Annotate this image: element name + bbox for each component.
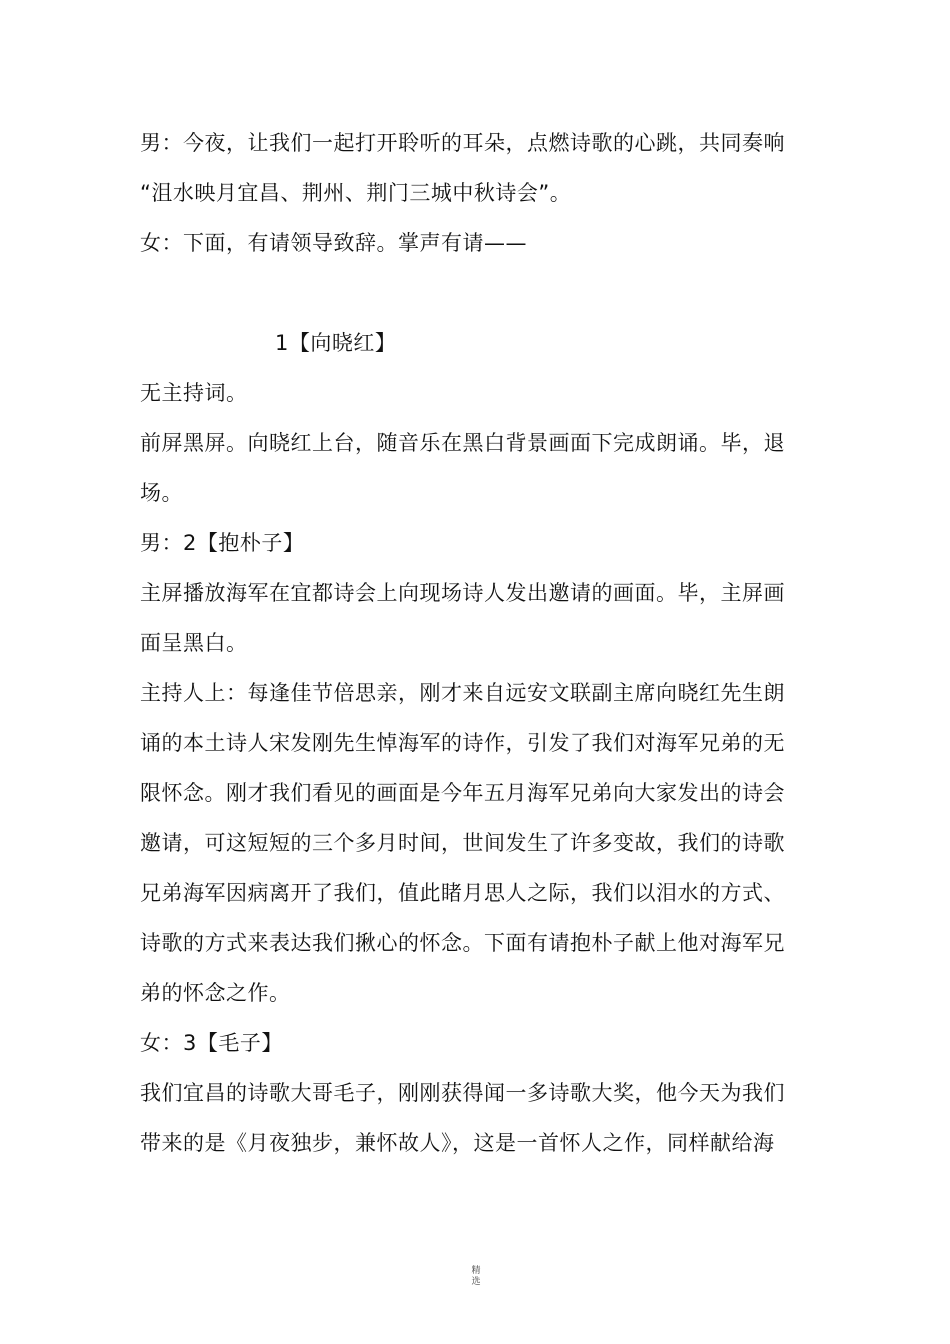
paragraph-line: 女：下面，有请领导致辞。掌声有请—— <box>140 231 527 255</box>
paragraph-line: “沮水映月宜昌、荆州、荆门三城中秋诗会”。 <box>140 181 572 205</box>
paragraph-line: 诗歌的方式来表达我们揪心的怀念。下面有请抱朴子献上他对海军兄 <box>140 931 785 955</box>
paragraph-line: 我们宜昌的诗歌大哥毛子，刚刚获得闻一多诗歌大奖，他今天为我们 <box>140 1081 785 1105</box>
paragraph-line: 男：今夜，让我们一起打开聆听的耳朵，点燃诗歌的心跳，共同奏响 <box>140 131 785 155</box>
page-footer <box>466 1266 486 1288</box>
blank-line <box>140 268 830 318</box>
paragraph-line: 面呈黑白。 <box>140 631 248 655</box>
footer-mark: 选 <box>471 1277 481 1287</box>
paragraph-line: 邀请，可这短短的三个多月时间，世间发生了许多变故，我们的诗歌 <box>140 831 785 855</box>
paragraph-line: 女：3【毛子】 <box>140 1031 283 1055</box>
paragraph-line: 无主持词。 <box>140 381 248 405</box>
section-heading: 1【向晓红】 <box>275 331 397 355</box>
paragraph-line: 限怀念。刚才我们看见的画面是今年五月海军兄弟向大家发出的诗会 <box>140 781 785 805</box>
paragraph-line: 前屏黑屏。向晓红上台，随音乐在黑白背景画面下完成朗诵。毕，退 <box>140 431 785 455</box>
paragraph-line: 男：2【抱朴子】 <box>140 531 305 555</box>
document-body <box>140 118 830 1168</box>
footer-mark: 精 <box>471 1266 481 1276</box>
paragraph-line: 场。 <box>140 481 183 505</box>
paragraph-line: 主持人上：每逢佳节倍思亲，刚才来自远安文联副主席向晓红先生朗 <box>140 681 785 705</box>
paragraph-line: 兄弟海军因病离开了我们，值此睹月思人之际，我们以泪水的方式、 <box>140 881 785 905</box>
paragraph-line: 诵的本土诗人宋发刚先生悼海军的诗作，引发了我们对海军兄弟的无 <box>140 731 785 755</box>
paragraph-line: 主屏播放海军在宜都诗会上向现场诗人发出邀请的画面。毕，主屏画 <box>140 581 785 605</box>
paragraph-line: 弟的怀念之作。 <box>140 981 291 1005</box>
paragraph-line: 带来的是《月夜独步，兼怀故人》，这是一首怀人之作，同样献给海 <box>140 1131 775 1155</box>
